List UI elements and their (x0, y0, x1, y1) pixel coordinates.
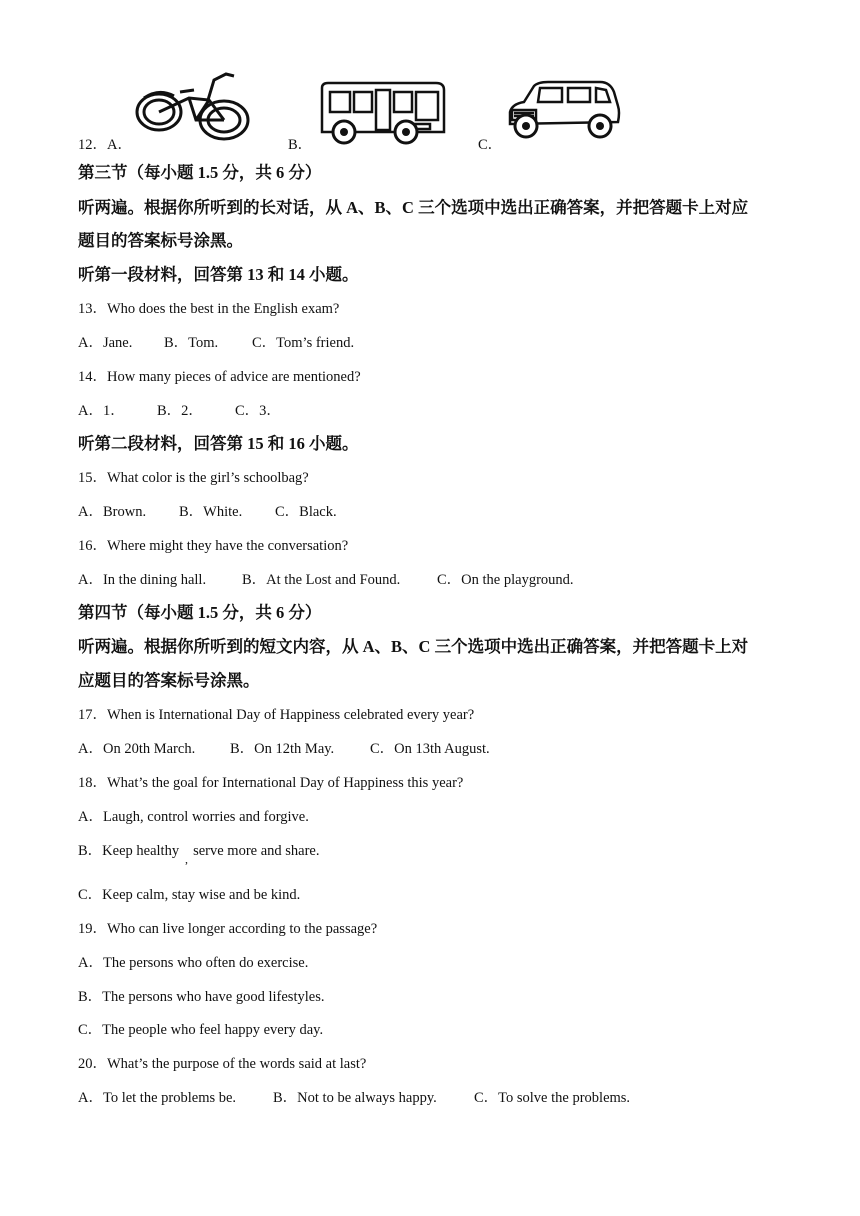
section-4-instructions-line-1: 听两遍。根据你所听到的短文内容，从 A、B、C 三个选项中选出正确答案，并把答题卡上对 (78, 637, 749, 656)
q12-option-b-label: B． (288, 137, 313, 153)
bus-icon (318, 80, 448, 146)
option-c[interactable]: C．Black. (275, 504, 337, 520)
section-3-title: 第三节（每小题 1.5 分，共 6 分） (78, 163, 322, 182)
option-b-part-1: B．Keep healthy (78, 843, 180, 859)
bicycle-icon (134, 70, 252, 142)
option-a[interactable]: A．To let the problems be. (78, 1090, 237, 1106)
q12-option-a-label: 12．A． (78, 137, 132, 153)
question-16: 16．Where might they have the conversation? (78, 538, 349, 554)
option-a[interactable]: A．In the dining hall. (78, 572, 207, 588)
question-20-options (78, 1089, 630, 1107)
question-18-option-b[interactable] (78, 842, 320, 860)
option-b[interactable]: B．At the Lost and Found. (242, 572, 401, 588)
question-15: 15．What color is the girl’s schoolbag? (78, 470, 309, 486)
question-17: 17．When is International Day of Happiness celebrated every year? (78, 707, 475, 723)
q12-option-c-label: C． (478, 137, 503, 153)
option-a[interactable]: A．1． (78, 403, 125, 419)
question-19-option-b[interactable]: B．The persons who have good lifestyles. (78, 989, 325, 1005)
question-19-option-a[interactable]: A．The persons who often do exercise. (78, 955, 309, 971)
question-15-options (78, 503, 337, 521)
option-a[interactable]: A．Jane. (78, 335, 133, 351)
option-c[interactable]: C．3． (235, 403, 281, 419)
question-14: 14．How many pieces of advice are mentioned? (78, 369, 361, 385)
option-c[interactable]: C．Tom’s friend. (252, 335, 355, 351)
question-17-options (78, 740, 490, 758)
question-20: 20．What’s the purpose of the words said at last? (78, 1056, 367, 1072)
question-18: 18．What’s the goal for International Day of Happiness this year? (78, 775, 464, 791)
option-a[interactable]: A．Brown. (78, 504, 147, 520)
option-b[interactable]: B．Not to be always happy. (273, 1090, 437, 1106)
option-b[interactable]: B．White. (179, 504, 243, 520)
section-4-instructions-line-2: 应题目的答案标号涂黑。 (78, 671, 260, 690)
option-b[interactable]: B．2． (157, 403, 203, 419)
option-c[interactable]: C．On 13th August. (370, 741, 490, 757)
section-3-part-2-heading: 听第二段材料，回答第 15 和 16 小题。 (78, 434, 359, 453)
section-3-instructions-line-2: 题目的答案标号涂黑。 (78, 231, 243, 250)
option-b[interactable]: B．On 12th May. (230, 741, 335, 757)
question-14-options (78, 402, 281, 420)
option-c[interactable]: C．To solve the problems. (474, 1090, 631, 1106)
option-b-part-2: serve more and share. (193, 843, 320, 859)
question-18-option-c[interactable]: C．Keep calm, stay wise and be kind. (78, 887, 301, 903)
option-b[interactable]: B．Tom. (164, 335, 219, 351)
car-icon (504, 80, 624, 142)
option-c[interactable]: C．On the playground. (437, 572, 574, 588)
question-19: 19．Who can live longer according to the passage? (78, 921, 378, 937)
section-4-title: 第四节（每小题 1.5 分，共 6 分） (78, 603, 322, 622)
question-16-options (78, 571, 574, 589)
question-19-option-c[interactable]: C．The people who feel happy every day. (78, 1022, 324, 1038)
question-13-options (78, 334, 354, 352)
option-a[interactable]: A．On 20th March. (78, 741, 196, 757)
option-b-comma: , (185, 852, 188, 866)
section-3-part-1-heading: 听第一段材料，回答第 13 和 14 小题。 (78, 265, 359, 284)
question-13: 13．Who does the best in the English exam? (78, 301, 340, 317)
question-18-option-a[interactable]: A．Laugh, control worries and forgive. (78, 809, 309, 825)
section-3-instructions-line-1: 听两遍。根据你所听到的长对话，从 A、B、C 三个选项中选出正确答案，并把答题卡上对应 (78, 198, 749, 217)
